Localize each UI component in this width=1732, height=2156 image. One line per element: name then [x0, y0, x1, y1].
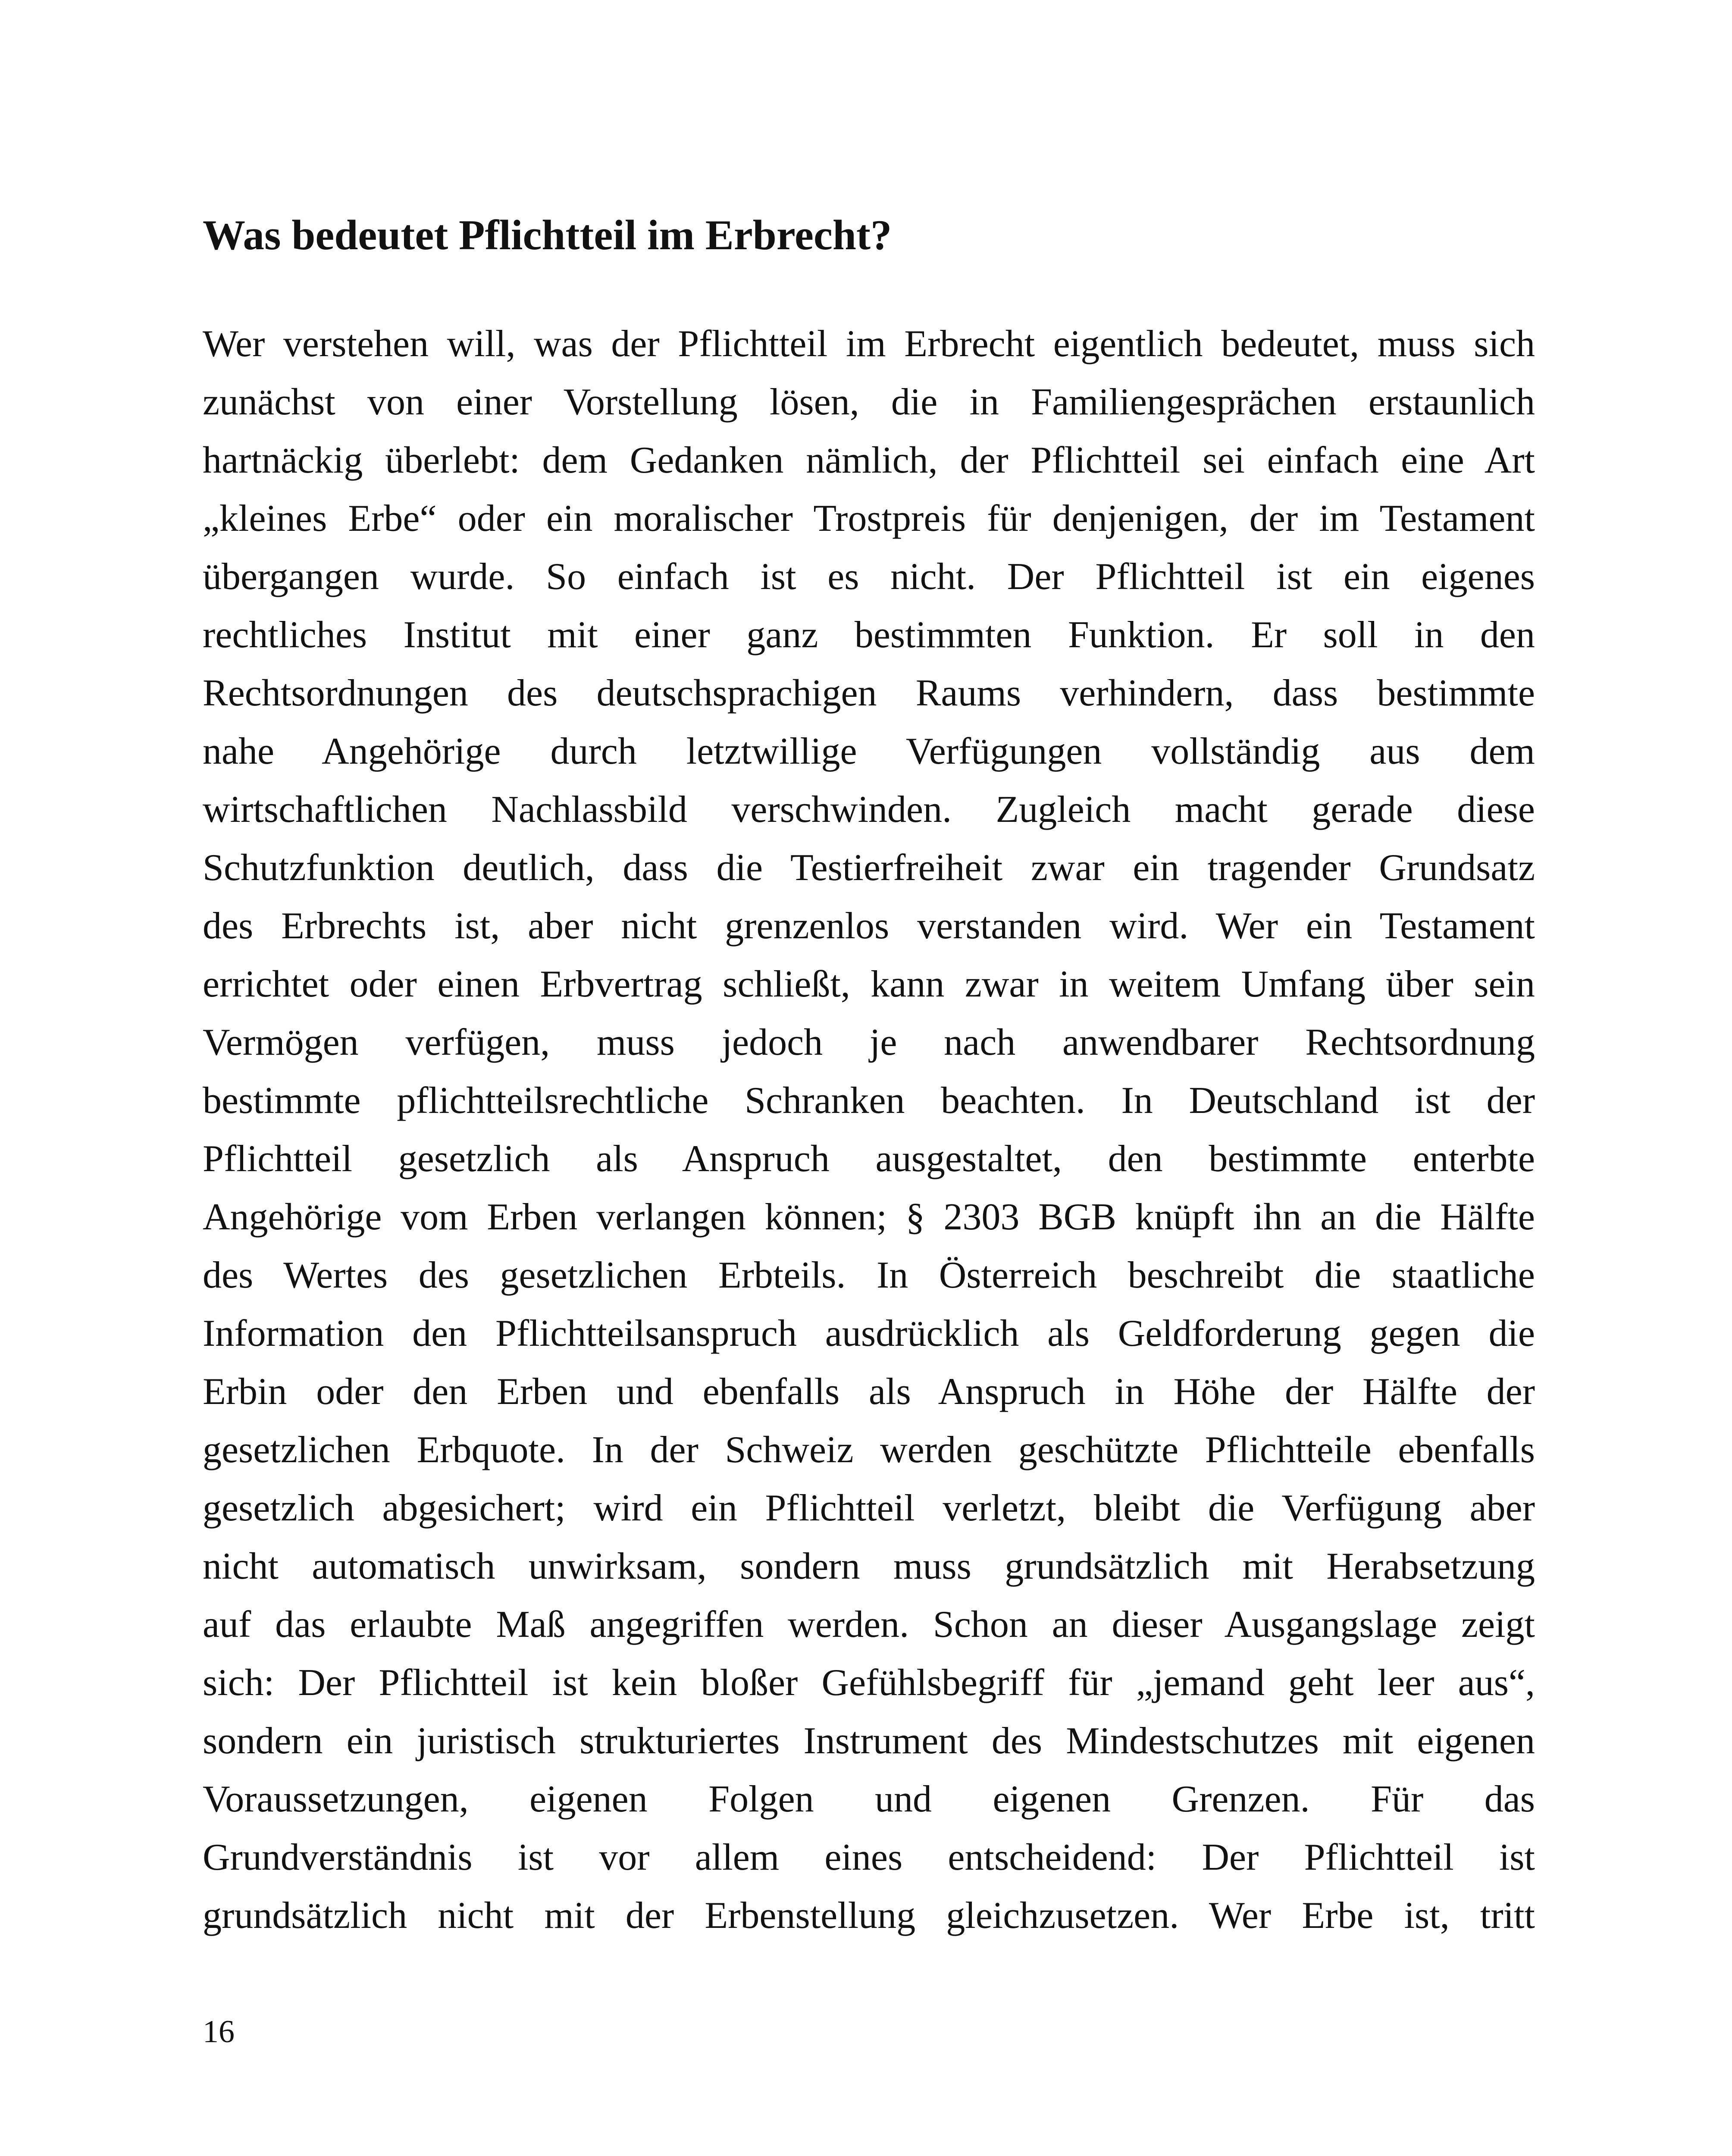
body-line-24: sich: Der Pflichtteil ist kein bloßer Gefühlsbegriff für „jemand geht leer aus“, — [203, 1662, 1535, 1704]
body-line-11: des Erbrechts ist, aber nicht grenzenlos verstanden wird. Wer ein Testament — [203, 905, 1535, 947]
body-line-17: des Wertes des gesetzlichen Erbteils. In Österreich beschreibt die staatliche — [203, 1254, 1535, 1296]
body-line-3: hartnäckig überlebt: dem Gedanken nämlich, der Pflichtteil sei einfach eine Art — [203, 439, 1535, 481]
body-line-25: sondern ein juristisch strukturiertes Instrument des Mindestschutzes mit eigenen — [203, 1720, 1535, 1762]
body-line-13: Vermögen verfügen, muss jedoch je nach anwendbarer Rechtsordnung — [203, 1022, 1535, 1063]
body-line-1: Wer verstehen will, was der Pflichtteil im Erbrecht eigentlich bedeutet, muss sich — [203, 323, 1535, 365]
body-line-12: errichtet oder einen Erbvertrag schließt, kann zwar in weitem Umfang über sein — [203, 963, 1535, 1005]
body-line-27: Grundverständnis ist vor allem eines entscheidend: Der Pflichtteil ist — [203, 1836, 1535, 1878]
body-line-8: nahe Angehörige durch letztwillige Verfügungen vollständig aus dem — [203, 730, 1535, 772]
body-line-28: grundsätzlich nicht mit der Erbenstellung gleichzusetzen. Wer Erbe ist, tritt — [203, 1895, 1535, 1937]
body-line-21: gesetzlich abgesichert; wird ein Pflichtteil verletzt, bleibt die Verfügung aber — [203, 1487, 1535, 1529]
body-line-19: Erbin oder den Erben und ebenfalls als Anspruch in Höhe der Hälfte der — [203, 1371, 1535, 1413]
body-line-14: bestimmte pflichtteilsrechtliche Schranken beachten. In Deutschland ist der — [203, 1080, 1535, 1122]
page-number: 16 — [203, 2014, 235, 2049]
body-line-7: Rechtsordnungen des deutschsprachigen Raums verhindern, dass bestimmte — [203, 672, 1535, 714]
body-line-22: nicht automatisch unwirksam, sondern muss grundsätzlich mit Herabsetzung — [203, 1545, 1535, 1587]
body-line-16: Angehörige vom Erben verlangen können; § 2303 BGB knüpft ihn an die Hälfte — [203, 1196, 1535, 1238]
body-line-4: „kleines Erbe“ oder ein moralischer Trostpreis für denjenigen, der im Testament — [203, 498, 1535, 539]
body-line-2: zunächst von einer Vorstellung lösen, die in Familiengesprächen erstaunlich — [203, 381, 1535, 423]
body-line-26: Voraussetzungen, eigenen Folgen und eigenen Grenzen. Für das — [203, 1778, 1535, 1820]
body-line-5: übergangen wurde. So einfach ist es nicht. Der Pflichtteil ist ein eigenes — [203, 556, 1535, 598]
body-text — [203, 315, 1535, 1945]
body-line-15: Pflichtteil gesetzlich als Anspruch ausgestaltet, den bestimmte enterbte — [203, 1138, 1535, 1180]
chapter-heading: Was bedeutet Pflichtteil im Erbrecht? — [203, 212, 892, 259]
body-line-20: gesetzlichen Erbquote. In der Schweiz werden geschützte Pflichtteile ebenfalls — [203, 1429, 1535, 1471]
body-line-18: Information den Pflichtteilsanspruch ausdrücklich als Geldforderung gegen die — [203, 1313, 1535, 1354]
body-line-6: rechtliches Institut mit einer ganz bestimmten Funktion. Er soll in den — [203, 614, 1535, 656]
body-line-9: wirtschaftlichen Nachlassbild verschwinden. Zugleich macht gerade diese — [203, 789, 1535, 830]
body-line-10: Schutzfunktion deutlich, dass die Testierfreiheit zwar ein tragender Grundsatz — [203, 847, 1535, 889]
body-line-23: auf das erlaubte Maß angegriffen werden. Schon an dieser Ausgangslage zeigt — [203, 1604, 1535, 1645]
